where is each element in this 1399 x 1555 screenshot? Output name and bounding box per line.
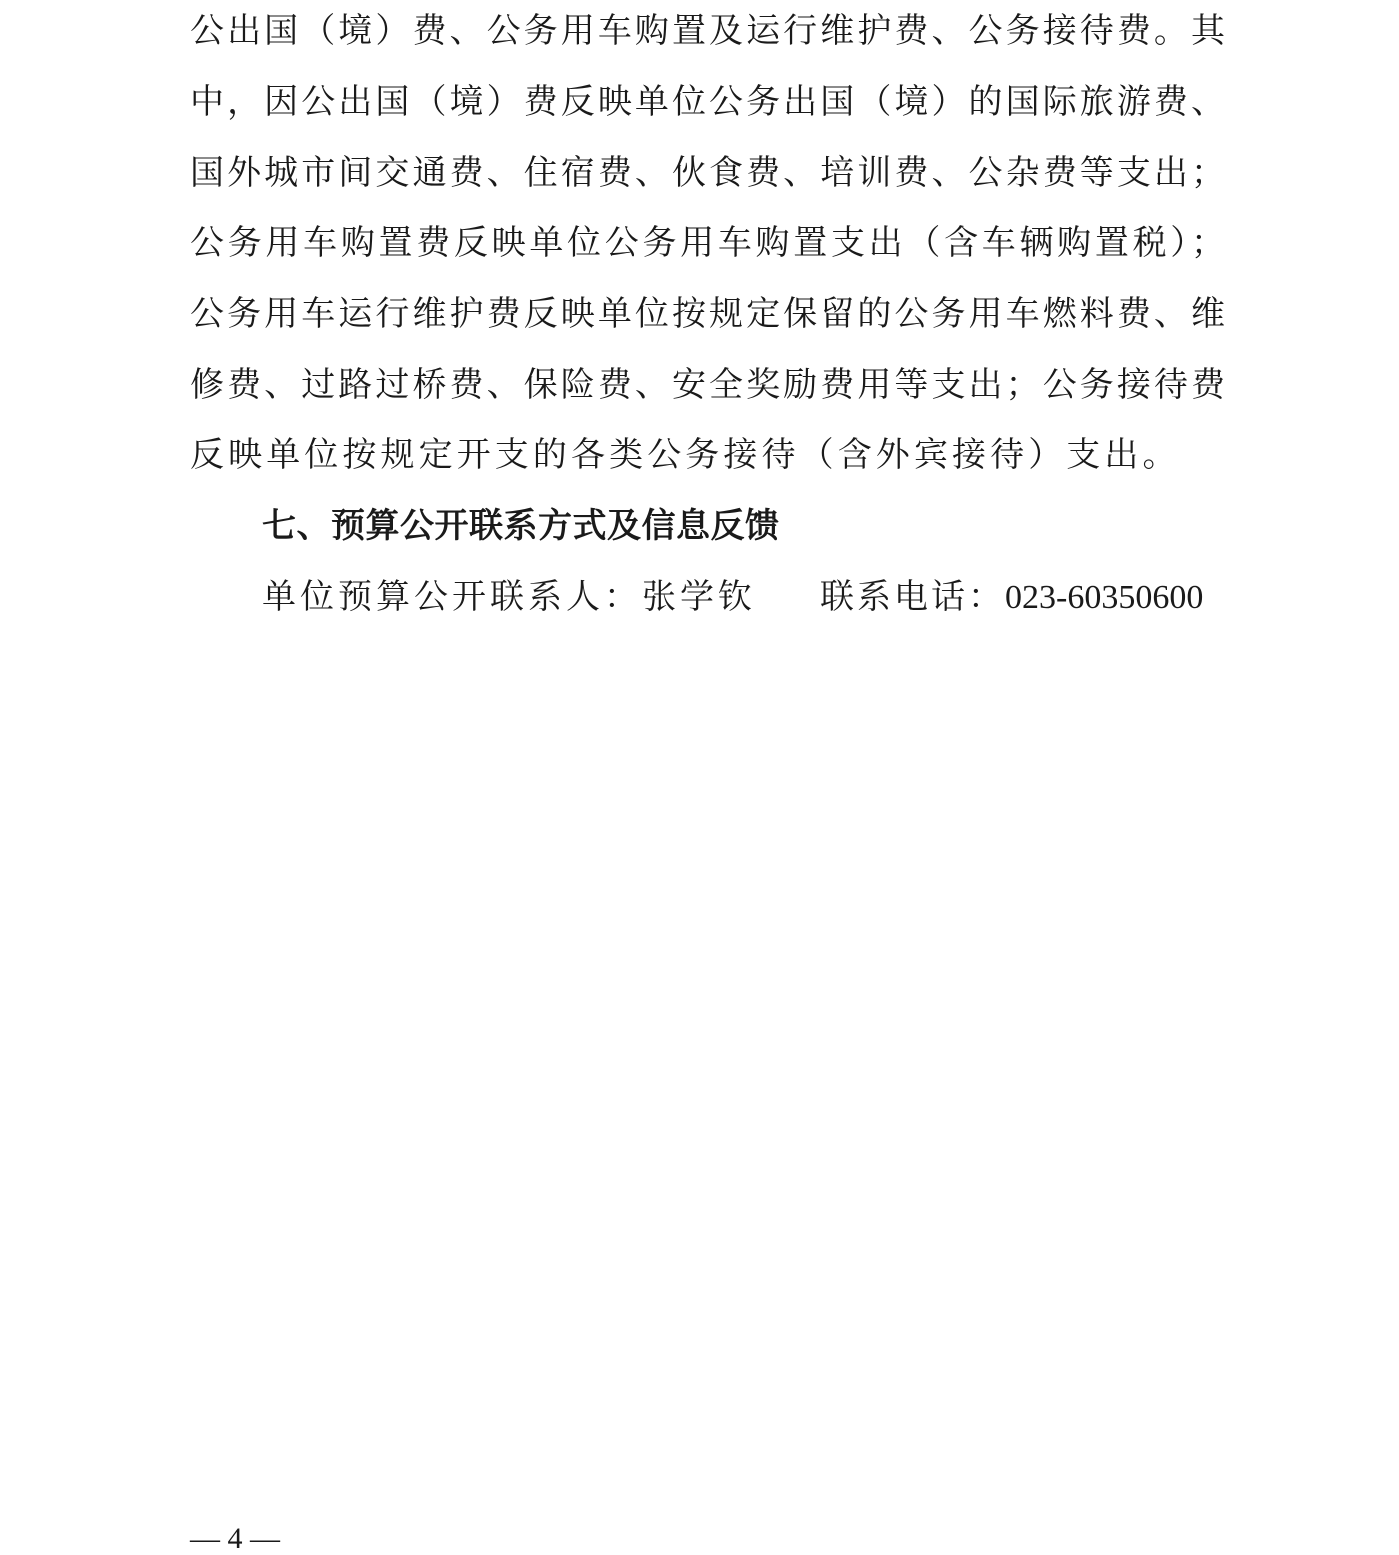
contact-person-label: 单位预算公开联系人： [262,577,642,617]
body-text-line: 公务用车购置费反映单位公务用车购置支出（含车辆购置税）； [190,223,1226,263]
page-number: — 4 — [190,1522,280,1555]
body-text-line: 国外城市间交通费、住宿费、伙食费、培训费、公杂费等支出； [190,153,1226,193]
body-text-line: 反映单位按规定开支的各类公务接待（含外宾接待）支出。 [190,435,1181,475]
contact-person-name: 张学钦 [642,577,756,617]
section-heading: 七、预算公开联系方式及信息反馈 [262,506,780,546]
body-text-line: 公务用车运行维护费反映单位按规定保留的公务用车燃料费、维 [190,294,1226,334]
contact-phone-number: 023-60350600 [1005,579,1204,616]
contact-phone-line [820,577,1203,618]
body-text-line: 公出国（境）费、公务用车购置及运行维护费、公务接待费。其 [190,11,1226,51]
body-text-line: 中，因公出国（境）费反映单位公务出国（境）的国际旅游费、 [190,82,1226,122]
contact-person-line [262,577,756,617]
body-text-line: 修费、过路过桥费、保险费、安全奖励费用等支出；公务接待费 [190,365,1226,405]
contact-phone-label: 联系电话： [820,577,1005,617]
